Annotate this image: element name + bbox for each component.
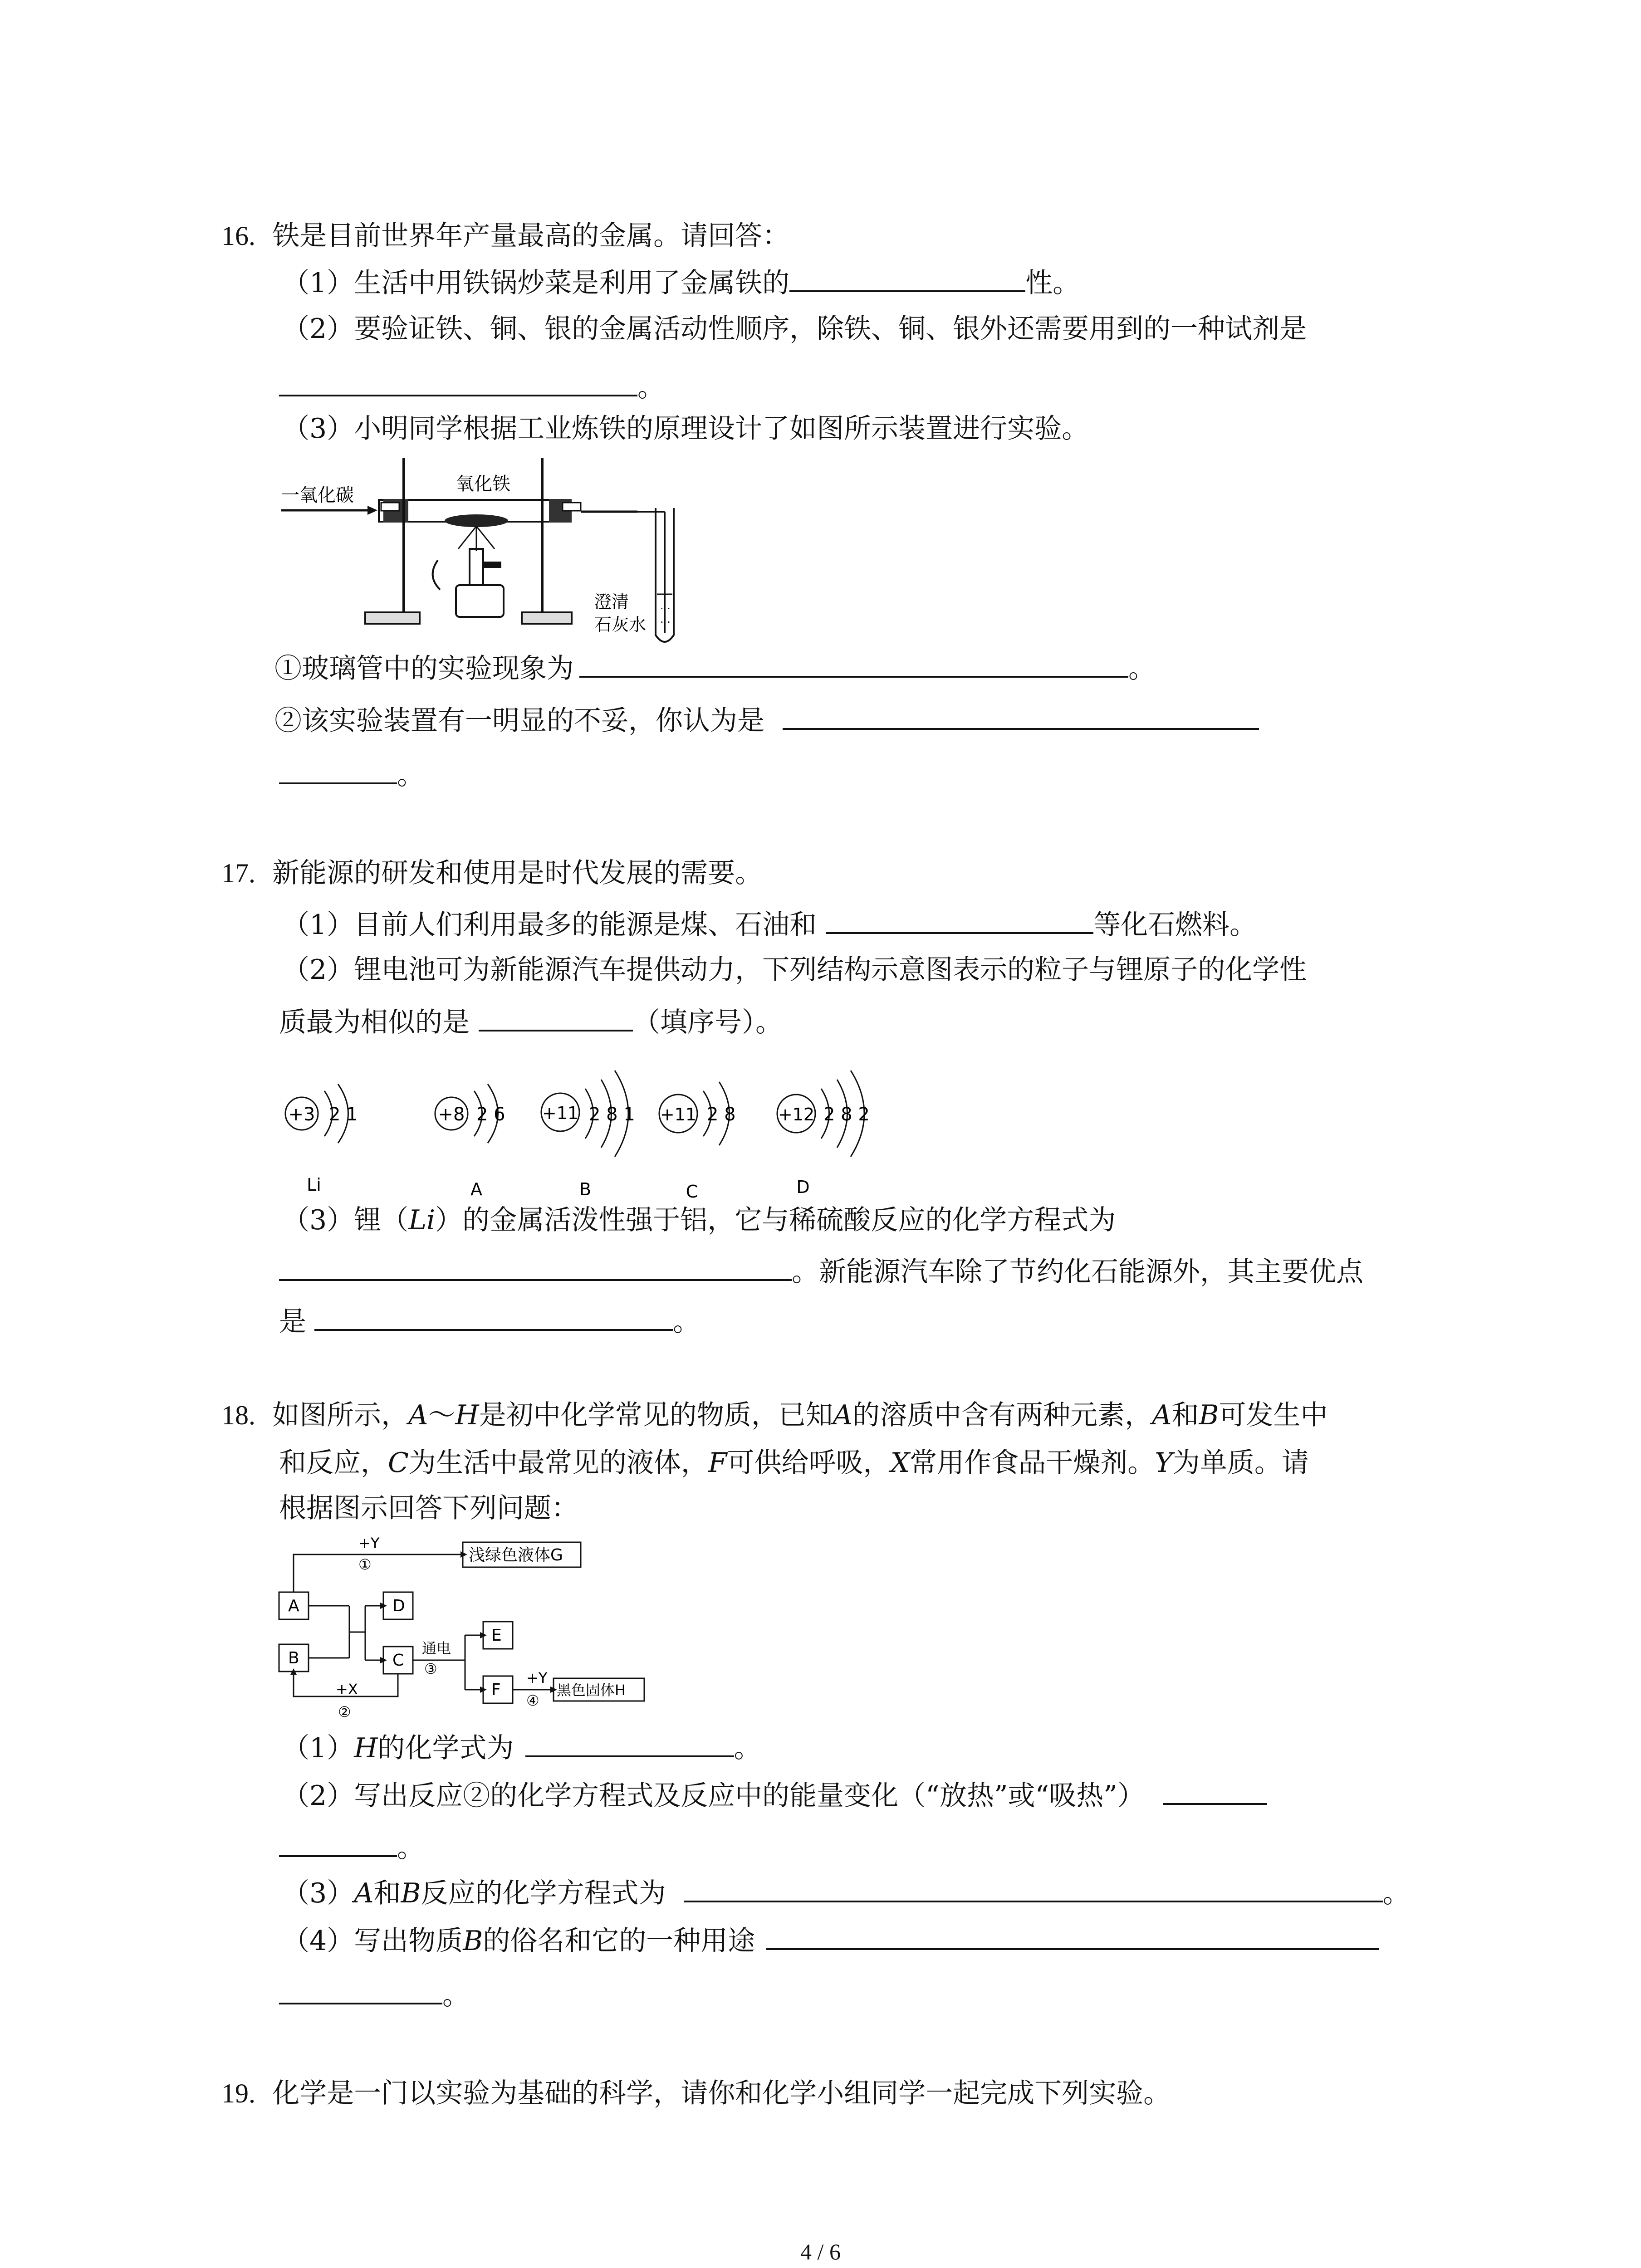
answer-blank[interactable] <box>826 905 1093 934</box>
limewater-label-2: 石灰水 <box>594 615 647 635</box>
q17-part3-cont: 。新能源汽车除了节约化石能源外，其主要优点 <box>279 1252 1363 1290</box>
q16-sub2-answer-line: 。 <box>279 755 424 793</box>
label-d: D <box>796 1177 810 1197</box>
svg-text:+Y: +Y <box>526 1669 548 1686</box>
svg-text:+8: +8 <box>438 1104 465 1125</box>
box-f-label: F <box>491 1681 501 1699</box>
svg-text:+11: +11 <box>660 1105 697 1124</box>
svg-text:③: ③ <box>424 1660 437 1677</box>
svg-text:2 8 1: 2 8 1 <box>589 1104 635 1125</box>
q18-part4: （4）写出物质B的俗名和它的一种用途 <box>282 1921 1379 1959</box>
q16-part2: （2）要验证铁、铜、银的金属活动性顺序，除铁、铜、银外还需要用到的一种试剂是 <box>282 313 1307 345</box>
alcohol-burner <box>470 549 483 585</box>
box-e-label: E <box>491 1626 502 1645</box>
fe2o3-label: 氧化铁 <box>456 474 510 494</box>
q18-stem-line3: 根据图示回答下列问题： <box>279 1492 578 1524</box>
box-g-label: 浅绿色液体G <box>469 1546 563 1564</box>
box-d-label: D <box>392 1597 405 1615</box>
svg-text:+Y: +Y <box>358 1535 380 1552</box>
q16-part1: （1）生活中用铁锅炒菜是利用了金属铁的 性。 <box>282 263 1080 301</box>
svg-text:2 8 2: 2 8 2 <box>823 1104 870 1125</box>
svg-text:①: ① <box>358 1556 372 1573</box>
box-c-label: C <box>392 1651 404 1670</box>
svg-text:通电: 通电 <box>422 1640 451 1657</box>
atom-structure-diagrams <box>277 1052 912 1202</box>
co-label: 一氧化碳 <box>281 485 354 506</box>
label-li: Li <box>307 1175 321 1195</box>
q17-part2: （2）锂电池可为新能源汽车提供动力，下列结构示意图表示的粒子与锂原子的化学性 <box>282 954 1307 986</box>
svg-text:· ·: · · <box>660 616 671 629</box>
question-text: 化学是一门以实验为基础的科学，请你和化学小组同学一起完成下列实验。 <box>272 2077 1171 2109</box>
answer-blank[interactable] <box>279 755 397 784</box>
q18-part4-cont: 。 <box>279 1975 470 2014</box>
box-b-label: B <box>288 1649 299 1667</box>
svg-text:2 6: 2 6 <box>476 1104 505 1125</box>
iron-oxide-powder <box>445 514 508 527</box>
stand-base-left <box>365 612 420 624</box>
q17-part3-cont2: 是 。 <box>279 1302 700 1340</box>
label-a: A <box>470 1179 482 1199</box>
limewater-label-1: 澄清 <box>594 592 629 612</box>
page-number: 4 / 6 <box>800 2239 841 2264</box>
svg-text:+12: +12 <box>778 1105 815 1124</box>
q16-part2-answer-line: 。 <box>279 367 665 406</box>
q18-part3: （3）A和B反应的化学方程式为 。 <box>282 1873 1410 1911</box>
q17-stem <box>221 855 762 891</box>
q17-part3: （3）锂（Li）的金属活泼性强于铝，它与稀硫酸反应的化学方程式为 <box>282 1204 1116 1236</box>
q18-part2: （2）写出反应②的化学方程式及反应中的能量变化（“放热”或“吸热”） <box>282 1776 1267 1814</box>
answer-blank[interactable] <box>279 1975 442 2004</box>
q19-stem <box>221 2075 1171 2112</box>
q16-stem <box>221 218 789 254</box>
answer-blank[interactable] <box>314 1302 673 1331</box>
svg-text:2 1: 2 1 <box>329 1104 358 1125</box>
q17-part2-cont: 质最为相似的是 （填序号）。 <box>279 1002 783 1041</box>
question-number: 16. <box>221 221 255 251</box>
answer-blank[interactable] <box>579 649 1128 678</box>
q16-sub2: ②该实验装置有一明显的不妥，你认为是 <box>274 701 1259 739</box>
question-number: 18. <box>221 1400 255 1430</box>
answer-blank[interactable] <box>479 1002 633 1031</box>
answer-blank[interactable] <box>279 1252 792 1281</box>
svg-text:+X: +X <box>336 1681 358 1698</box>
label-c: C <box>686 1182 698 1202</box>
answer-blank[interactable] <box>684 1873 1383 1902</box>
box-h-label: 黑色固体H <box>557 1681 626 1699</box>
label-b: B <box>579 1179 592 1199</box>
svg-text:②: ② <box>338 1703 351 1721</box>
atom-b <box>541 1070 635 1199</box>
reaction-flow-diagram <box>274 1533 660 1728</box>
q18-stem-line2: 和反应，C为生活中最常见的液体，F可供给呼吸，X常用作食品干燥剂。Y为单质。请 <box>279 1447 1309 1479</box>
answer-blank[interactable] <box>1163 1776 1267 1805</box>
box-a-label: A <box>288 1597 299 1615</box>
q16-part3: （3）小明同学根据工业炼铁的原理设计了如图所示装置进行实验。 <box>282 413 1089 445</box>
svg-text:+3: +3 <box>288 1104 315 1125</box>
svg-text:④: ④ <box>526 1692 539 1709</box>
answer-blank[interactable] <box>783 701 1259 730</box>
question-number: 17. <box>221 858 255 888</box>
q18-part1: （1）H的化学式为 。 <box>282 1728 761 1766</box>
svg-text:· ·: · · <box>660 602 671 615</box>
q16-sub1: ①玻璃管中的实验现象为 。 <box>274 649 1156 687</box>
answer-blank[interactable] <box>766 1921 1379 1950</box>
answer-blank[interactable] <box>789 263 1025 292</box>
q18-part2-cont: 。 <box>279 1828 424 1866</box>
atom-li <box>285 1084 358 1195</box>
svg-text:+11: +11 <box>542 1103 579 1123</box>
atom-d <box>777 1070 870 1197</box>
q18-stem-line1: 18. 如图所示，A～H是初中化学常见的物质，已知A的溶质中含有两种元素，A和B可发生中 <box>221 1399 1328 1431</box>
q17-part1: （1）目前人们利用最多的能源是煤、石油和 等化石燃料。 <box>282 905 1257 943</box>
question-text: 铁是目前世界年产量最高的金属。请回答： <box>272 220 790 252</box>
stand-base-right <box>522 612 572 624</box>
question-text: 新能源的研发和使用是时代发展的需要。 <box>272 857 763 889</box>
answer-blank[interactable] <box>279 1828 397 1857</box>
iron-smelting-apparatus-figure <box>277 458 726 649</box>
svg-text:2 8: 2 8 <box>707 1104 736 1125</box>
question-number: 19. <box>221 2078 255 2108</box>
answer-blank[interactable] <box>525 1728 734 1757</box>
answer-blank[interactable] <box>279 367 637 396</box>
atom-a <box>435 1084 505 1199</box>
atom-c <box>659 1082 736 1202</box>
